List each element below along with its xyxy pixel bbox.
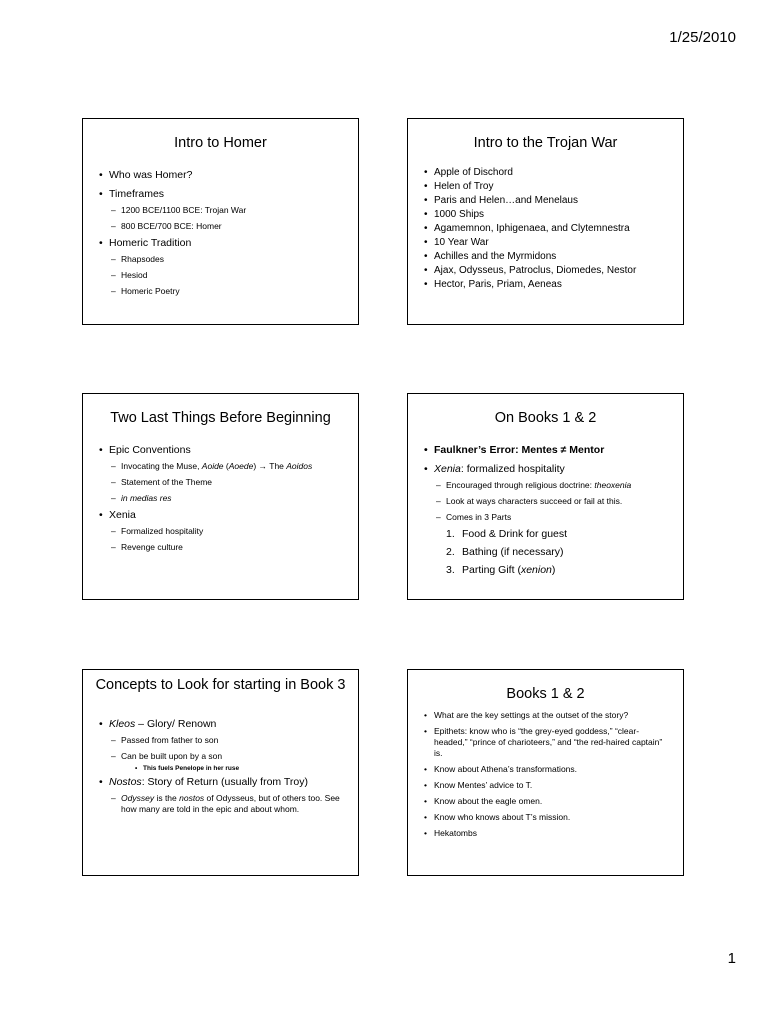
bullet: • Helen of Troy — [424, 180, 675, 193]
slide-title: Intro to the Trojan War — [473, 135, 618, 151]
bullet: • Know who knows about T’s mission. — [424, 812, 671, 823]
bullet: • Epithets: know who is “the grey-eyed goddess,” “clear-headed,” “prince of charioteers,” and “the red-haired captain” is. — [424, 726, 671, 759]
sub-sub-bullet: • This fuels Penelope in her ruse — [99, 764, 350, 773]
slide-body — [99, 444, 350, 558]
slide-concepts-book-3 — [82, 669, 359, 876]
bullet: • What are the key settings at the outset of the story? — [424, 710, 671, 721]
sub-bullet: – Passed from father to son — [99, 735, 350, 746]
sub-bullet: – in medias res — [99, 493, 350, 504]
bullet: • Paris and Helen…and Menelaus — [424, 194, 675, 207]
numbered-item: 1. Food & Drink for guest — [446, 528, 568, 540]
sub-bullet: – 1200 BCE/1100 BCE: Trojan War — [99, 205, 350, 216]
sub-bullet: – Comes in 3 Parts — [424, 512, 675, 523]
bullet: • 10 Year War — [424, 236, 675, 249]
numbered-item: 3. Parting Gift (xenion) — [446, 564, 556, 576]
slide-body — [424, 444, 675, 582]
header-date: 1/25/2010 — [669, 29, 736, 46]
arrow-right-icon: → — [258, 461, 268, 471]
bullet: • Faulkner’s Error: Mentes ≠ Mentor — [424, 444, 675, 457]
bullet: • Know about Athena’s transformations. — [424, 764, 671, 775]
bullet: • Who was Homer? — [99, 169, 350, 182]
slide-body — [424, 710, 671, 844]
bullet: • Know about the eagle omen. — [424, 796, 671, 807]
slide-books-1-2 — [407, 669, 684, 876]
slide-body — [99, 718, 350, 820]
sub-bullet: – Formalized hospitality — [99, 526, 350, 537]
bullet: • Nostos: Story of Return (usually from Troy) — [99, 776, 350, 789]
sub-bullet: – Odyssey is the nostos of Odysseus, but of others too. See how many are told in the epic and about whom. — [99, 793, 350, 815]
slide-title: Intro to Homer — [174, 135, 267, 151]
sub-bullet: – Encouraged through religious doctrine: theoxenia — [424, 480, 675, 491]
slide-title: On Books 1 & 2 — [494, 410, 597, 426]
slide-intro-to-trojan-war — [407, 118, 684, 325]
bullet: • Timeframes — [99, 188, 350, 201]
slide-intro-to-homer — [82, 118, 359, 325]
sub-bullet: – Hesiod — [99, 270, 350, 281]
bullet: • Epic Conventions — [99, 444, 350, 457]
bullet: • Ajax, Odysseus, Patroclus, Diomedes, Nestor — [424, 264, 675, 277]
sub-bullet: – Revenge culture — [99, 542, 350, 553]
sub-bullet: – Can be built upon by a son — [99, 751, 350, 762]
slide-title: Two Last Things Before Beginning — [110, 410, 331, 426]
slide-on-books-1-2 — [407, 393, 684, 600]
bullet: • Hector, Paris, Priam, Aeneas — [424, 278, 675, 291]
page-number: 1 — [727, 950, 736, 967]
bullet: • Homeric Tradition — [99, 237, 350, 250]
sub-bullet: – 800 BCE/700 BCE: Homer — [99, 221, 350, 232]
sub-bullet: – Statement of the Theme — [99, 477, 350, 488]
bullet: • Xenia: formalized hospitality — [424, 463, 675, 476]
numbered-item: 2. Bathing (if necessary) — [446, 546, 564, 558]
bullet: • Apple of Dischord — [424, 166, 675, 179]
bullet: • Agamemnon, Iphigenaea, and Clytemnestra — [424, 222, 675, 235]
sub-bullet: – Rhapsodes — [99, 254, 350, 265]
bullet: • 1000 Ships — [424, 208, 675, 221]
bullet: • Hekatombs — [424, 828, 671, 839]
bullet: • Kleos – Glory/ Renown — [99, 718, 350, 731]
slide-two-last-things — [82, 393, 359, 600]
sub-bullet: – Homeric Poetry — [99, 286, 350, 297]
slide-body — [424, 166, 675, 292]
slide-body — [99, 169, 350, 302]
sub-bullet: – Look at ways characters succeed or fail at this. — [424, 496, 675, 507]
sub-bullet: – Invocating the Muse, Aoide (Aoede) → The Aoidos — [99, 461, 350, 472]
bullet: • Achilles and the Myrmidons — [424, 250, 675, 263]
bullet: • Xenia — [99, 509, 350, 522]
bullet: • Know Mentes’ advice to T. — [424, 780, 671, 791]
slide-title: Books 1 & 2 — [506, 686, 585, 702]
slide-title: Concepts to Look for starting in Book 3 — [95, 677, 346, 693]
